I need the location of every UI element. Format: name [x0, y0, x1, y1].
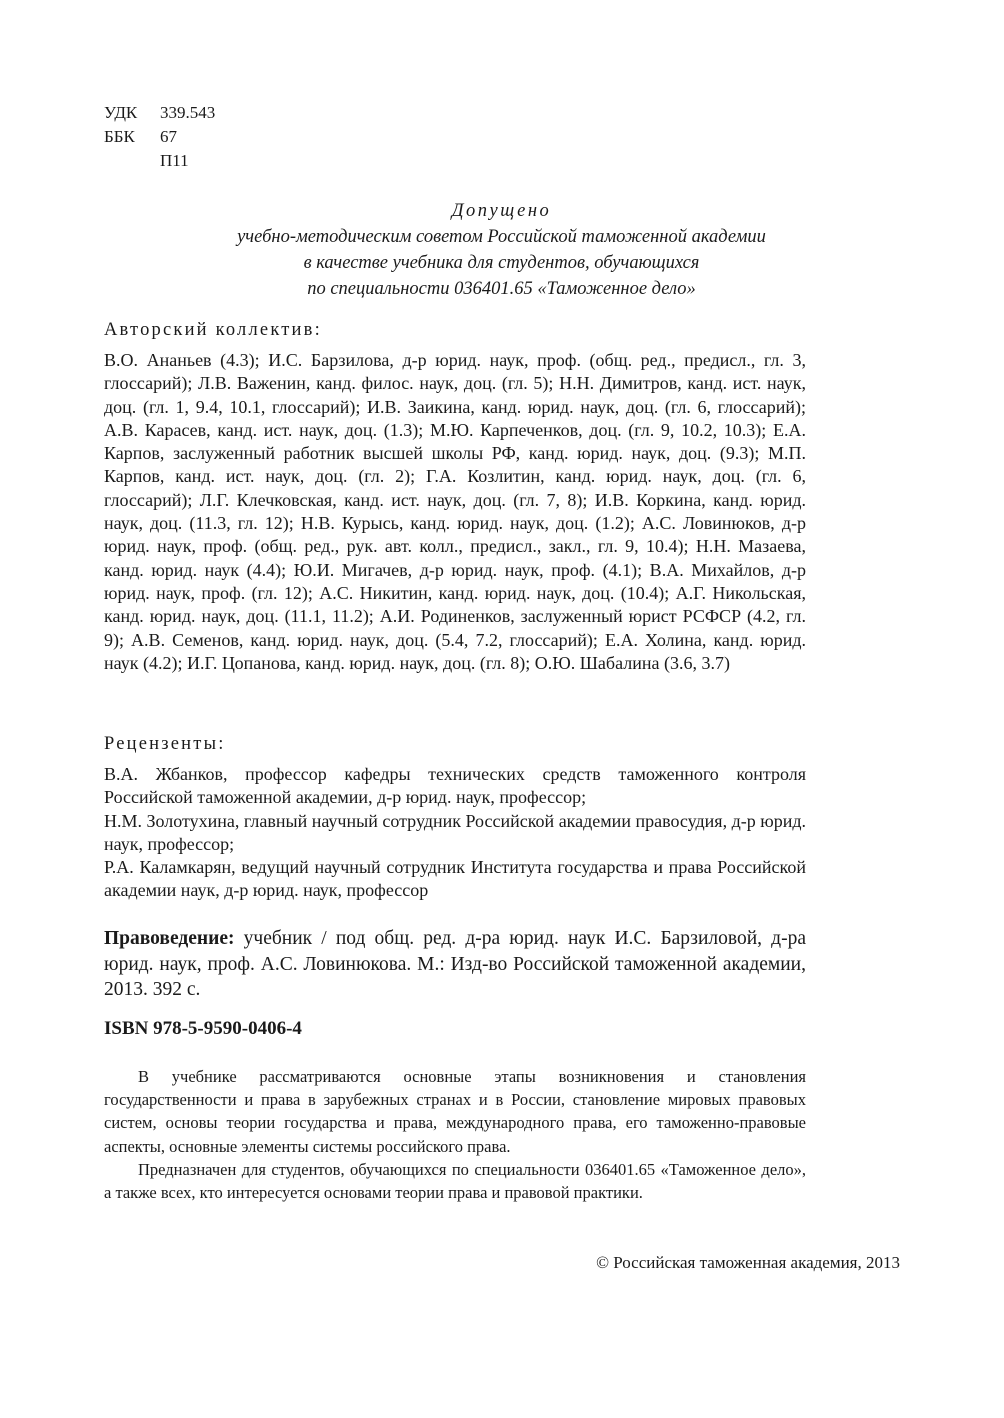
reviewer-item: Р.А. Каламкарян, ведущий научный сотрудник Института государства и права Российской академии наук, д-р юрид. наук, профессор	[104, 857, 806, 901]
copyright: © Российская таможенная академия, 2013	[596, 1253, 900, 1272]
reviewer-item: В.А. Жбанков, профессор кафедры технических средств таможенного контроля Российской таможенной академии, д-р юрид. наук, профессор;	[104, 764, 806, 808]
approval-line-3: по специальности 036401.65 «Таможенное дело»	[307, 279, 696, 299]
approval-line-1: учебно-методическим советом Российской таможенной академии	[237, 227, 766, 247]
reviewer-item: Н.М. Золотухина, главный научный сотрудник Российской академии правосудия, д-р юрид. наук, профессор;	[104, 810, 806, 854]
authors-list: В.О. Ананьев (4.3); И.С. Барзилова, д-р юрид. наук, проф. (общ. ред., предисл., гл. 3, глоссарий); Л.В. Важенин, канд. филос. наук, доц. (гл. 5); Н.Н. Димитров, канд. ист. наук, доц. (гл. 1, 9.4, 10.1, глоссарий); И.В. Заикина, канд. юрид. наук, доц. (гл. 6, глоссарий); А.В. Карасев, канд. ист. наук, доц. (1.3); М.Ю. Карпеченков, доц. (гл. 9, 10.2, 10.3); Е.А. Карпов, заслуженный работник высшей школы РФ, канд. юрид. наук, доц. (9.3); М.П. Карпов, канд. ист. наук, доц. (гл. 2); Г.А. Козлитин, канд. юрид. наук, доц. (гл. 6, глоссарий); Л.Г. Клечковская, канд. ист. наук, доц. (гл. 7, 8); И.В. Коркина, канд. юрид. наук, доц. (11.3, гл. 12); Н.В. Курысь, канд. юрид. наук, доц. (1.2); А.С. Ловинюков, д-р юрид. наук, проф. (общ. ред., рук. авт. колл., предисл., закл., гл. 9, 10.4); Н.Н. Мазаева, канд. юрид. наук (4.4); Ю.И. Мигачев, д-р юрид. наук, проф. (4.1); В.А. Михайлов, д-р юрид. наук, проф. (гл. 12); А.С. Никитин, канд. юрид. наук, доц. (10.4); А.Г. Никольская, канд. юрид. наук, доц. (11.1, 11.2); А.И. Родиненков, заслуженный юрист РСФСР (4.2, гл. 9); А.В. Семенов, канд. юрид. наук, доц. (5.4, 7.2, глоссарий); Е.А. Холина, канд. юрид. наук (4.2); И.Г. Цопанова, канд. юрид. наук, доц. (гл. 8); О.Ю. Шабалина (3.6, 3.7)	[104, 350, 806, 673]
approval-stamp	[104, 198, 899, 302]
udk-value: 339.543	[160, 103, 216, 122]
author-mark: П11	[160, 151, 189, 170]
annotation-paragraph-1: В учебнике рассматриваются основные этапы возникновения и становления государственности и права в зарубежных странах и в России, становление мировых правовых систем, основы теории государства и права, международного права, его таможенно-правовые аспекты, основные элементы системы российского права.	[104, 1067, 806, 1156]
udk-label: УДК	[104, 103, 138, 122]
bbk-label: ББК	[104, 127, 135, 146]
bibliographic-citation	[104, 926, 806, 1003]
annotation-paragraph-2: Предназначен для студентов, обучающихся по специальности 036401.65 «Таможенное дело», а также всех, кто интересуется основами теории права и правовой практики.	[104, 1159, 806, 1203]
approval-line-2: в качестве учебника для студентов, обучающихся	[303, 253, 700, 273]
reviewers-list	[104, 763, 806, 903]
bbk-row	[104, 125, 215, 149]
bbk-value: 67	[160, 127, 177, 146]
approval-heading: Допущено	[451, 201, 552, 221]
citation-text: учебник / под общ. ред. д-ра юрид. наук И.С. Барзиловой, д-ра юрид. наук, проф. А.С. Ловинюкова. М.: Изд-во Российской таможенной академии, 2013. 392 с.	[104, 928, 806, 1000]
authors-title: Авторский коллектив:	[104, 320, 322, 340]
citation-title: Правоведение:	[104, 928, 235, 949]
reviewers-title: Рецензенты:	[104, 734, 226, 754]
isbn: ISBN 978-5-9590-0406-4	[104, 1018, 302, 1039]
udk-row	[104, 101, 215, 125]
classification-block	[104, 101, 215, 173]
author-mark-row	[104, 149, 215, 173]
annotation	[104, 1065, 806, 1204]
